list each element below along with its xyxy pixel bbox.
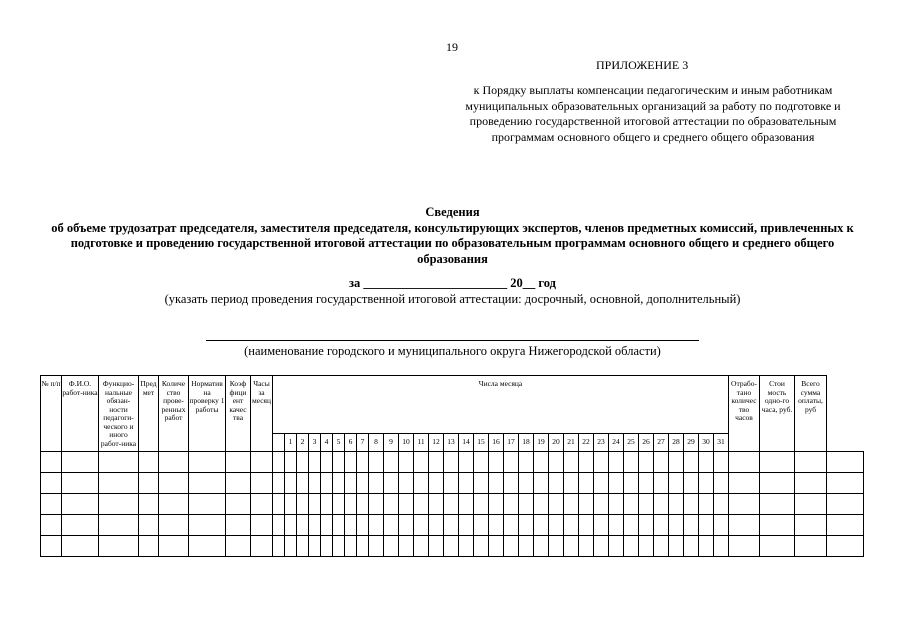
table-cell[interactable] [624,452,639,473]
table-cell[interactable] [384,494,399,515]
table-cell[interactable] [414,515,429,536]
day-header-cell: 6 [345,434,357,452]
header-norm: Норматив на проверку 1 работы [189,376,226,452]
table-cell[interactable] [369,452,384,473]
table-cell[interactable] [795,515,827,536]
table-cell[interactable] [99,494,139,515]
table-cell[interactable] [549,473,564,494]
table-row [41,473,864,494]
table-cell[interactable] [594,515,609,536]
header-works-count: Количе ство прове-ренных работ [159,376,189,452]
table-cell[interactable] [345,452,357,473]
day-header-cell: 14 [459,434,474,452]
table-cell[interactable] [795,452,827,473]
table-cell[interactable] [273,536,285,557]
appendix-description: к Порядку выплаты компенсации педагогическим и иным работникам муниципальных образовательных организаций за работу по подготовке и проведению государственной итоговой аттестации по образовательным программам основного общего и среднего общего образования [465,83,841,144]
table-cell[interactable] [519,536,534,557]
table-cell[interactable] [594,536,609,557]
table-cell[interactable] [99,473,139,494]
day-header-cell: 30 [699,434,714,452]
header-hour-cost: Стои мость одно-го часа, руб. [760,376,795,452]
table-cell[interactable] [99,452,139,473]
table-cell[interactable] [519,494,534,515]
table-cell[interactable] [714,536,729,557]
day-header-cell: 27 [654,434,669,452]
organization-note: (наименование городского и муниципального округа Нижегородской области) [244,344,661,358]
table-cell[interactable] [699,536,714,557]
table-cell[interactable] [429,452,444,473]
table-cell[interactable] [564,515,579,536]
table-cell[interactable] [333,473,345,494]
table-cell[interactable] [357,515,369,536]
table-cell[interactable] [384,473,399,494]
table-cell[interactable] [226,536,251,557]
table-cell[interactable] [549,536,564,557]
table-cell[interactable] [489,473,504,494]
table-cell[interactable] [474,536,489,557]
table-cell[interactable] [429,515,444,536]
table-cell[interactable] [399,452,414,473]
table-cell[interactable] [285,536,297,557]
table-cell[interactable] [579,494,594,515]
table-cell[interactable] [489,494,504,515]
table-cell[interactable] [345,515,357,536]
day-header-cell: 21 [564,434,579,452]
table-cell[interactable] [519,473,534,494]
table-cell[interactable] [345,473,357,494]
table-cell[interactable] [414,473,429,494]
table-cell[interactable] [369,515,384,536]
table-cell[interactable] [564,494,579,515]
table-cell[interactable] [654,494,669,515]
day-header-cell: 7 [357,434,369,452]
header-function: Функцио-нальные обязан-ности педагоги-ческого и иного работ-ника [99,376,139,452]
table-cell[interactable] [519,452,534,473]
table-cell[interactable] [159,536,189,557]
table-cell[interactable] [519,515,534,536]
table-cell[interactable] [795,494,827,515]
table-cell[interactable] [760,536,795,557]
table-cell[interactable] [99,536,139,557]
table-cell[interactable] [729,536,760,557]
table-cell[interactable] [534,536,549,557]
table-cell[interactable] [226,515,251,536]
table-cell[interactable] [714,494,729,515]
table-cell[interactable] [159,452,189,473]
header-subject: Пред мет [139,376,159,452]
day-header-cell: 25 [624,434,639,452]
table-cell[interactable] [357,494,369,515]
day-spacer-cell [273,434,285,452]
table-cell[interactable] [729,515,760,536]
table-row [41,515,864,536]
table-cell[interactable] [827,473,864,494]
table-cell[interactable] [429,473,444,494]
table-cell[interactable] [309,452,321,473]
table-cell[interactable] [684,473,699,494]
table-cell[interactable] [321,452,333,473]
day-header-cell: 20 [549,434,564,452]
table-cell[interactable] [139,452,159,473]
day-header-cell: 31 [714,434,729,452]
table-cell[interactable] [189,494,226,515]
report-title: Сведения [425,205,480,219]
table-cell[interactable] [624,494,639,515]
day-header-cell: 17 [504,434,519,452]
table-cell[interactable] [399,536,414,557]
table-cell[interactable] [624,473,639,494]
table-cell[interactable] [62,536,99,557]
table-cell[interactable] [444,452,459,473]
table-cell[interactable] [99,515,139,536]
table-row [41,494,864,515]
table-cell[interactable] [159,494,189,515]
table-cell[interactable] [333,536,345,557]
table-cell[interactable] [489,452,504,473]
table-cell[interactable] [309,494,321,515]
header-coefficient: Коэф фици ент качес тва [226,376,251,452]
table-cell[interactable] [504,536,519,557]
table-cell[interactable] [369,536,384,557]
table-cell[interactable] [251,473,273,494]
table-cell[interactable] [444,494,459,515]
table-cell[interactable] [189,452,226,473]
table-cell[interactable] [504,473,519,494]
table-cell[interactable] [62,473,99,494]
table-cell[interactable] [684,515,699,536]
header-fio: Ф.И.О. работ-ника [62,376,99,452]
table-cell[interactable] [699,494,714,515]
day-header-cell: 1 [285,434,297,452]
table-cell[interactable] [62,452,99,473]
table-cell[interactable] [639,515,654,536]
table-cell[interactable] [579,473,594,494]
table-cell[interactable] [654,473,669,494]
table-cell[interactable] [827,515,864,536]
table-cell[interactable] [399,473,414,494]
table-cell[interactable] [760,494,795,515]
table-cell[interactable] [729,473,760,494]
table-cell[interactable] [594,494,609,515]
table-cell[interactable] [609,452,624,473]
table-cell[interactable] [273,452,285,473]
day-header-cell: 16 [489,434,504,452]
table-cell[interactable] [297,536,309,557]
table-cell[interactable] [534,473,549,494]
day-header-cell: 22 [579,434,594,452]
table-cell[interactable] [41,473,62,494]
report-table [40,375,864,557]
organization-name-line [206,340,699,341]
table-cell[interactable] [549,494,564,515]
table-cell[interactable] [62,515,99,536]
table-cell[interactable] [159,515,189,536]
table-cell[interactable] [357,473,369,494]
table-cell[interactable] [62,494,99,515]
day-header-cell: 5 [333,434,345,452]
table-cell[interactable] [321,515,333,536]
table-cell[interactable] [297,515,309,536]
table-cell[interactable] [333,452,345,473]
period-line: за _______________________ 20__ год [349,276,556,290]
table-cell[interactable] [827,494,864,515]
table-cell[interactable] [297,494,309,515]
table-cell[interactable] [369,494,384,515]
table-cell[interactable] [139,515,159,536]
table-cell[interactable] [41,452,62,473]
table-cell[interactable] [795,473,827,494]
table-cell[interactable] [189,536,226,557]
table-cell[interactable] [189,473,226,494]
table-cell[interactable] [639,536,654,557]
table-cell[interactable] [504,515,519,536]
page-number: 19 [446,40,458,54]
day-header-cell: 2 [297,434,309,452]
table-cell[interactable] [639,473,654,494]
table-cell[interactable] [624,536,639,557]
table-cell[interactable] [226,473,251,494]
table-cell[interactable] [714,473,729,494]
table-cell[interactable] [474,515,489,536]
appendix-title: ПРИЛОЖЕНИЕ 3 [596,58,689,72]
table-cell[interactable] [795,536,827,557]
table-cell[interactable] [251,536,273,557]
table-cell[interactable] [273,494,285,515]
table-cell[interactable] [384,452,399,473]
day-header-cell: 29 [684,434,699,452]
day-header-cell: 9 [384,434,399,452]
table-cell[interactable] [564,473,579,494]
table-cell[interactable] [444,515,459,536]
table-cell[interactable] [564,536,579,557]
day-header-cell: 13 [444,434,459,452]
table-cell[interactable] [321,473,333,494]
table-cell[interactable] [579,515,594,536]
table-cell[interactable] [489,515,504,536]
table-cell[interactable] [444,536,459,557]
table-cell[interactable] [414,536,429,557]
table-cell[interactable] [714,452,729,473]
table-cell[interactable] [226,452,251,473]
header-hours-per-month: Часы за месяц [251,376,273,452]
header-days-of-month: Числа месяца [273,376,729,434]
table-cell[interactable] [760,452,795,473]
table-cell[interactable] [251,494,273,515]
table-cell[interactable] [609,536,624,557]
report-heading [40,205,865,267]
table-cell[interactable] [684,494,699,515]
table-cell[interactable] [474,452,489,473]
day-header-cell: 28 [669,434,684,452]
table-cell[interactable] [399,494,414,515]
table-cell[interactable] [669,494,684,515]
table-cell[interactable] [297,452,309,473]
table-cell[interactable] [594,452,609,473]
table-cell[interactable] [273,515,285,536]
table-cell[interactable] [489,536,504,557]
table-cell[interactable] [444,473,459,494]
table-cell[interactable] [345,494,357,515]
table-cell[interactable] [549,515,564,536]
table-cell[interactable] [41,536,62,557]
table-cell[interactable] [564,452,579,473]
table-cell[interactable] [414,452,429,473]
table-cell[interactable] [534,515,549,536]
table-cell[interactable] [429,494,444,515]
day-header-cell: 23 [594,434,609,452]
table-cell[interactable] [684,452,699,473]
table-cell[interactable] [714,515,729,536]
period-note: (указать период проведения государственной итоговой аттестации: досрочный, основной, дополнительный) [164,292,741,306]
table-cell[interactable] [251,515,273,536]
table-cell[interactable] [669,515,684,536]
table-cell[interactable] [429,536,444,557]
table-cell[interactable] [285,473,297,494]
table-cell[interactable] [549,452,564,473]
table-cell[interactable] [414,494,429,515]
table-cell[interactable] [669,536,684,557]
table-cell[interactable] [357,536,369,557]
table-row [41,452,864,473]
day-header-cell: 12 [429,434,444,452]
table-cell[interactable] [333,515,345,536]
table-cell[interactable] [504,452,519,473]
day-header-cell: 11 [414,434,429,452]
table-cell[interactable] [321,536,333,557]
table-cell[interactable] [654,452,669,473]
table-cell[interactable] [297,473,309,494]
table-cell[interactable] [827,536,864,557]
table-cell[interactable] [189,515,226,536]
header-worked-hours: Отрабо-тано количес тво часов [729,376,760,452]
table-cell[interactable] [345,536,357,557]
table-cell[interactable] [399,515,414,536]
table-cell[interactable] [285,515,297,536]
report-subtitle: об объеме трудозатрат председателя, заместителя председателя, консультирующих экспертов, членов предметных комиссий, привлеченных к подготовке и проведению государственной итоговой аттестации по образовательным программам основного общего и среднего общего образования [51,220,854,266]
table-cell[interactable] [459,494,474,515]
table-cell[interactable] [474,494,489,515]
day-header-cell: 24 [609,434,624,452]
table-cell[interactable] [669,473,684,494]
table-cell[interactable] [639,452,654,473]
table-cell[interactable] [139,536,159,557]
table-cell[interactable] [639,494,654,515]
table-cell[interactable] [309,473,321,494]
table-cell[interactable] [226,494,251,515]
table-cell[interactable] [504,494,519,515]
table-cell[interactable] [669,452,684,473]
day-header-cell: 26 [639,434,654,452]
header-num: № п/п [41,376,62,452]
table-cell[interactable] [654,536,669,557]
day-header-cell: 18 [519,434,534,452]
table-cell[interactable] [251,452,273,473]
table-cell[interactable] [594,473,609,494]
table-cell[interactable] [579,452,594,473]
day-header-cell: 15 [474,434,489,452]
day-header-cell: 3 [309,434,321,452]
table-row [41,536,864,557]
table-cell[interactable] [760,473,795,494]
day-header-cell: 4 [321,434,333,452]
table-cell[interactable] [684,536,699,557]
table-cell[interactable] [729,494,760,515]
day-header-cell: 10 [399,434,414,452]
table-cell[interactable] [699,473,714,494]
table-cell[interactable] [474,473,489,494]
table-cell[interactable] [139,494,159,515]
table-cell[interactable] [760,515,795,536]
table-cell[interactable] [609,494,624,515]
table-cell[interactable] [41,494,62,515]
table-cell[interactable] [309,515,321,536]
table-cell[interactable] [609,515,624,536]
table-cell[interactable] [624,515,639,536]
header-total: Всего сумма оплаты, руб [795,376,827,452]
table-cell[interactable] [699,515,714,536]
table-cell[interactable] [159,473,189,494]
table-cell[interactable] [459,452,474,473]
table-cell[interactable] [534,494,549,515]
table-cell[interactable] [459,536,474,557]
table-cell[interactable] [309,536,321,557]
table-cell[interactable] [534,452,549,473]
table-cell[interactable] [729,452,760,473]
table-cell[interactable] [459,473,474,494]
day-header-cell: 8 [369,434,384,452]
table-cell[interactable] [609,473,624,494]
table-cell[interactable] [384,515,399,536]
table-cell[interactable] [369,473,384,494]
table-cell[interactable] [384,536,399,557]
day-header-cell: 19 [534,434,549,452]
table-cell[interactable] [285,452,297,473]
table-cell[interactable] [827,452,864,473]
table-cell[interactable] [333,494,345,515]
table-cell[interactable] [459,515,474,536]
table-cell[interactable] [139,473,159,494]
table-cell[interactable] [654,515,669,536]
table-cell[interactable] [699,452,714,473]
table-cell[interactable] [321,494,333,515]
table-cell[interactable] [273,473,285,494]
table-cell[interactable] [579,536,594,557]
table-cell[interactable] [285,494,297,515]
table-cell[interactable] [41,515,62,536]
table-cell[interactable] [357,452,369,473]
